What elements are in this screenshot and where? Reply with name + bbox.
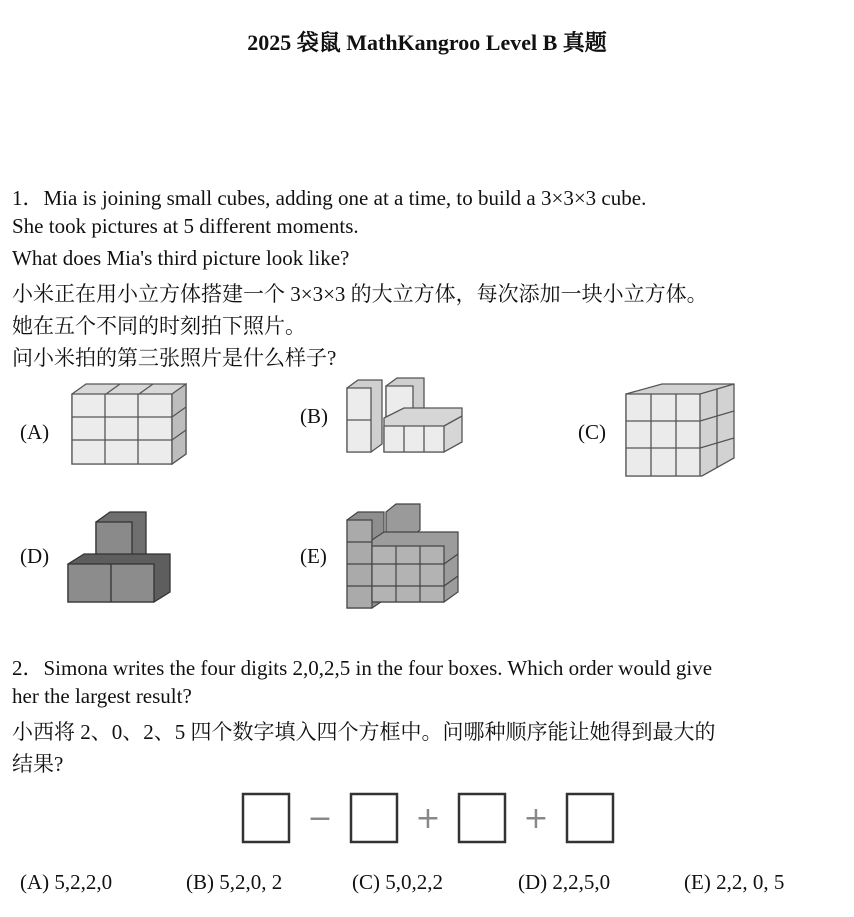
q1-chinese-line-1: 小米正在用小立方体搭建一个 3×3×3 的大立方体，每次添加一块小立方体。 xyxy=(12,282,708,306)
option-e-label: (E) xyxy=(300,544,327,568)
digit-box-4 xyxy=(567,794,613,842)
option-c-label: (C) xyxy=(578,420,606,444)
answer-c: (C) 5,0,2,2 xyxy=(352,870,443,894)
answer-e: (E) 2,2, 0, 5 xyxy=(684,870,785,894)
option-d-label: (D) xyxy=(20,544,50,568)
q2-chinese-line-1: 小西将 2、0、2、5 四个数字填入四个方框中。问哪种顺序能让她得到最大的 xyxy=(12,720,716,744)
q1-english-line-2: She took pictures at 5 different moments. xyxy=(12,214,359,238)
digit-box-2 xyxy=(351,794,397,842)
q2-english-line-2: her the largest result? xyxy=(12,684,192,708)
q1-chinese-line-2: 她在五个不同的时刻拍下照片。 xyxy=(12,314,306,338)
plus-operator-2: + xyxy=(523,801,549,836)
answer-a: (A) 5,2,2,0 xyxy=(20,870,113,894)
plus-operator-1: + xyxy=(415,801,441,836)
option-e-cube-figure xyxy=(344,500,462,612)
minus-operator: − xyxy=(307,801,333,836)
q2-english-line-1: 2．Simona writes the four digits 2,0,2,5 in the four boxes. Which order would give xyxy=(12,656,713,680)
answer-d: (D) 2,2,5,0 xyxy=(518,870,611,894)
q1-english-line-1: 1．Mia is joining small cubes, adding one at a time, to build a 3×3×3 cube. xyxy=(12,186,647,210)
option-a-cube-figure xyxy=(66,380,191,485)
page-title: 2025 袋鼠 MathKangroo Level B 真题 xyxy=(247,30,607,55)
option-d-cube-figure xyxy=(66,510,178,606)
answer-b: (B) 5,2,0, 2 xyxy=(186,870,283,894)
q1-chinese-line-3: 问小米拍的第三张照片是什么样子? xyxy=(12,346,337,370)
option-c-cube-figure xyxy=(622,380,738,482)
digit-box-3 xyxy=(459,794,505,842)
option-b-label: (B) xyxy=(300,404,328,428)
q2-chinese-line-2: 结果? xyxy=(12,752,64,776)
equation-boxes xyxy=(240,790,624,848)
option-a-label: (A) xyxy=(20,420,50,444)
digit-box-1 xyxy=(243,794,289,842)
option-b-cube-figure xyxy=(344,374,466,456)
q1-english-line-3: What does Mia's third picture look like? xyxy=(12,246,350,270)
